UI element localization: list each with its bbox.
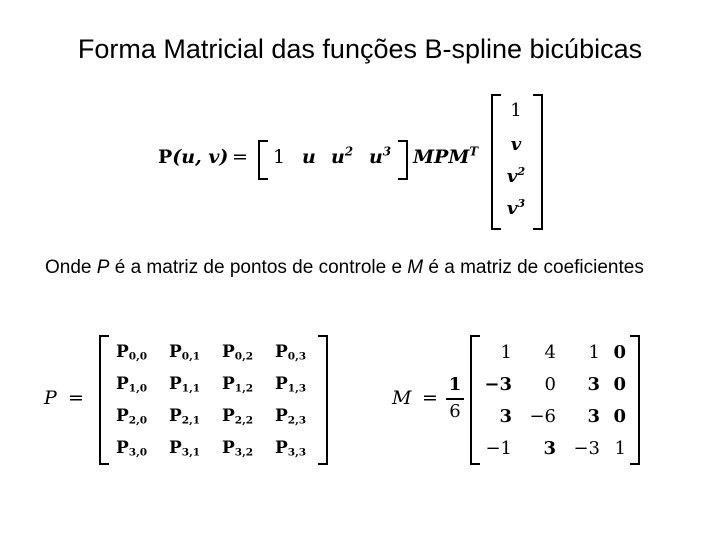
matrix-p-entry: $P_{2,3}$ [275,406,307,427]
matrix-m-entry: −1 [485,438,512,459]
column-vector-entry: v [510,134,522,155]
equals-sign: = [232,146,248,168]
equation-lhs [158,146,228,168]
row-vector-entry: $u^2$ [331,144,354,168]
matrix-p-right-bracket [318,335,328,465]
row-vector-right-bracket [398,140,408,180]
explanation-sentence: Onde P é a matriz de pontos de controle e M é a matriz de coeficientes [45,257,644,278]
fraction-bar [446,398,464,400]
matrix-p-entry: $P_{2,1}$ [169,406,201,427]
matrix-p-entry: $P_{3,3}$ [275,438,307,459]
matrix-p-entry: $P_{1,0}$ [116,374,148,395]
m-symbol: M [407,257,424,278]
column-vector-right-bracket [533,94,543,230]
p-symbol: P [96,257,110,278]
matrix-p-entry: $P_{0,3}$ [275,342,307,363]
fraction-numerator: 1 [448,374,462,395]
middle-product: $MPM^T$ [413,144,479,168]
matrix-p-entry: $P_{2,0}$ [116,406,148,427]
matrix-p-lhs: P [44,387,57,409]
row-vector-entry: 1 [273,146,286,168]
matrix-m-entry: 1 [614,438,626,459]
lhs-args: (u, v) [172,146,229,168]
matrix-p-entry: $P_{3,1}$ [169,438,201,459]
matrix-m-entry: 0 [544,374,556,395]
matrix-p-entry: $P_{0,1}$ [169,342,201,363]
matrix-m-entry: 3 [587,406,600,427]
matrix-m-entry: 0 [613,342,626,363]
matrix-m-entry: −6 [529,406,556,427]
matrix-m-entry: 1 [500,342,512,363]
fraction-denominator: 6 [449,401,461,422]
matrix-p-entry: $P_{0,2}$ [222,342,254,363]
matrix-m-entry: 0 [613,406,626,427]
matrix-m-entry: 3 [543,438,556,459]
matrix-m-entry: 3 [499,406,512,427]
column-vector-entry: $v^3$ [506,197,526,219]
matrix-m-entry: −3 [484,374,512,395]
column-vector-entry: $v^2$ [506,165,526,187]
matrix-m-equals: = [422,387,438,409]
matrix-p-left-bracket [99,335,109,465]
row-vector-entry: u [302,146,316,168]
matrix-p-entry: $P_{3,2}$ [222,438,254,459]
matrix-p-entry: $P_{0,0}$ [116,342,148,363]
matrix-m-entry: 4 [544,342,556,363]
matrix-p-entry: $P_{1,3}$ [275,374,307,395]
matrix-m-entry: 0 [613,374,626,395]
row-vector-left-bracket [258,140,268,180]
matrix-p-entry: $P_{1,2}$ [222,374,254,395]
matrix-m-entry: −3 [573,438,600,459]
matrix-p-entry: $P_{1,1}$ [169,374,201,395]
slide-title: Forma Matricial das funções B-spline bicúbicas [77,34,643,64]
matrix-m-lhs: M [392,387,412,409]
matrix-p-equals: = [68,387,84,409]
matrix-m-entry: 3 [587,374,600,395]
matrix-m-right-bracket [630,335,640,465]
column-vector-entry: 1 [510,100,522,121]
lhs-symbol: P [158,146,173,168]
matrix-m-entry: 1 [588,342,600,363]
row-vector-entry: $u^3$ [369,144,392,168]
matrix-p-entry: $P_{3,0}$ [116,438,148,459]
matrix-p-entry: $P_{2,2}$ [222,406,254,427]
